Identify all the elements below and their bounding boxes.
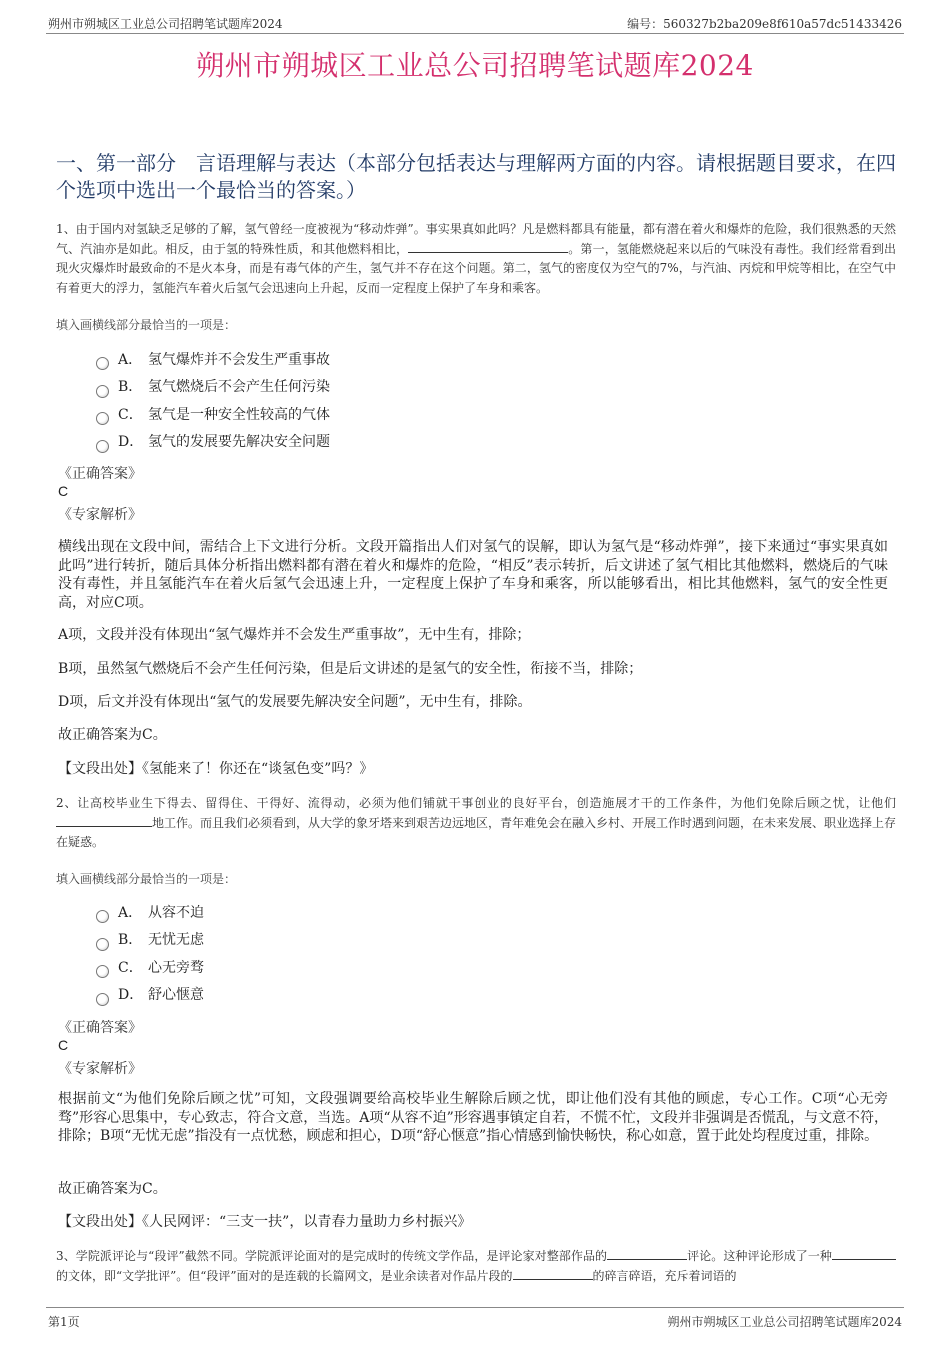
- question-2-prompt: 填入画横线部分最恰当的一项是：: [56, 872, 237, 886]
- analysis-paragraph: A项，文段并没有体现出“氢气爆炸并不会发生严重事故”，无中生有，排除；: [58, 627, 531, 643]
- option-d[interactable]: D． 氢气的发展要先解决安全问题: [96, 429, 330, 457]
- option-text: 氢气燃烧后不会产生任何污染: [148, 379, 330, 396]
- radio-icon[interactable]: [96, 385, 109, 398]
- header-doc-title: 朔州市朔城区工业总公司招聘笔试题库2024: [48, 17, 283, 31]
- section-heading: 一、第一部分 言语理解与表达（本部分包括表达与理解两方面的内容。请根据题目要求，在四个选项中选出一个最恰当的答案。）: [56, 151, 896, 202]
- option-a[interactable]: A． 氢气爆炸并不会发生严重事故: [96, 346, 330, 374]
- question-1-prompt: 填入画横线部分最恰当的一项是：: [56, 318, 237, 332]
- option-text: 心无旁骛: [148, 959, 204, 976]
- analysis-paragraph: 横线出现在文段中间，需结合上下文进行分析。文段开篇指出人们对氢气的误解，即认为氢气是“移动炸弹”，接下来通过“事实果真如此吗”进行转折，随后具体分析指出燃料都有潜在着火和爆炸的危险，“相反”表示转折，后文讲述了氢气相比其他燃料，燃烧后的气味没有毒性，并且氢能汽车在着火后氢气会迅速上升，一定程度上保护了车身和乘客，所以能够看出，相比其他燃料，氢气的安全性更高，对应C项。: [58, 539, 888, 611]
- correct-answer-label: 《正确答案》: [58, 466, 142, 482]
- radio-icon[interactable]: [96, 938, 109, 951]
- option-d[interactable]: D． 舒心惬意: [96, 982, 204, 1010]
- radio-icon[interactable]: [96, 412, 109, 425]
- footer-doc-title: 朔州市朔城区工业总公司招聘笔试题库2024: [667, 1315, 902, 1329]
- question-1-stem: [56, 220, 896, 298]
- option-a[interactable]: A． 从容不迫: [96, 899, 204, 927]
- question-2-text-b: 地工作。而且我们必须看到，从大学的象牙塔来到艰苦边远地区，青年难免会在融入乡村、开展工作时遇到问题，在未来发展、职业选择上存在疑惑。: [56, 815, 897, 849]
- radio-icon[interactable]: [96, 357, 109, 370]
- option-text: 无忧无虑: [148, 932, 204, 949]
- analysis-paragraph: 故正确答案为C。: [58, 1181, 167, 1197]
- question-3-text-a: 3、学院派评论与“段评”截然不同。学院派评论面对的是完成时的传统文学作品，是评论家对整部作品的: [56, 1249, 608, 1263]
- footer-page-number: 第1页: [48, 1315, 80, 1329]
- correct-answer-value: C: [58, 483, 69, 499]
- analysis-paragraph: 故正确答案为C。: [58, 727, 167, 743]
- option-text: 氢气是一种安全性较高的气体: [148, 406, 330, 423]
- question-3-blank: [513, 1267, 593, 1280]
- question-1-text-a: 1、由于国内对氢缺乏足够的了解，氢气曾经一度被视为“移动炸弹”。事实果真如此吗？凡是燃料都具有能量，都有潜在着火和爆炸的危险，我们很熟悉的天然气、汽油亦是如此。相反，由于氢的特殊性质，和其他燃料相比，: [56, 222, 896, 256]
- question-1-text-b: 。第一，氢能燃烧起来以后的气味没有毒性。我们经常看到出现火灾爆炸时最致命的不是火本身，而是有毒气体的产生，氢气并不存在这个问题。第二，氢气的密度仅为空气的7%，与汽油、丙烷和甲烷等相比，在空气中有着更大的浮力，氢能汽车着火后氢气会迅速向上升起，反而一定程度上保护了车身和乘客。: [56, 241, 896, 295]
- option-text: 氢气的发展要先解决安全问题: [148, 434, 330, 451]
- analysis-paragraph: D项，后文并没有体现出“氢气的发展要先解决安全问题”，无中生有，排除。: [58, 694, 532, 710]
- page-header: [46, 13, 904, 34]
- question-3-text-c: 的文体，即“文学批评”。但“段评”面对的是连载的长篇网文，是业余读者对作品片段的: [56, 1268, 513, 1283]
- expert-analysis-label: 《专家解析》: [58, 507, 142, 523]
- option-c[interactable]: C． 氢气是一种安全性较高的气体: [96, 401, 330, 429]
- question-3-text-b: 评论。这种评论形成了一种: [687, 1249, 832, 1263]
- question-3-blank: [832, 1247, 896, 1260]
- radio-icon[interactable]: [96, 910, 109, 923]
- correct-answer-label: 《正确答案》: [58, 1020, 142, 1036]
- option-b[interactable]: B． 氢气燃烧后不会产生任何污染: [96, 374, 330, 402]
- question-2-text-a: 2、让高校毕业生下得去、留得住、干得好、流得动，必须为他们铺就干事创业的良好平台，创造施展才干的工作条件，为他们免除后顾之忧，让他们: [56, 796, 896, 810]
- question-2-stem: [56, 794, 896, 853]
- source-citation: 【文段出处】《氢能来了！你还在“谈氢色变”吗？》: [58, 761, 374, 777]
- option-text: 从容不迫: [148, 904, 204, 921]
- question-1-options: [96, 346, 330, 456]
- radio-icon[interactable]: [96, 965, 109, 978]
- header-doc-number: 编号：560327b2ba209e8f610a57dc51433426: [627, 17, 902, 31]
- question-2-options: [96, 899, 204, 1009]
- option-text: 舒心惬意: [148, 987, 204, 1004]
- option-b[interactable]: B． 无忧无虑: [96, 927, 204, 955]
- analysis-paragraph: B项，虽然氢气燃烧后不会产生任何污染，但是后文讲述的是氢气的安全性，衔接不当，排除；: [58, 661, 643, 677]
- radio-icon[interactable]: [96, 440, 109, 453]
- question-3-stem: [56, 1247, 896, 1287]
- expert-analysis-label: 《专家解析》: [58, 1061, 142, 1077]
- correct-answer-value: C: [58, 1037, 69, 1053]
- question-1-blank: [408, 240, 568, 253]
- option-c[interactable]: C． 心无旁骛: [96, 954, 204, 982]
- radio-icon[interactable]: [96, 993, 109, 1006]
- question-2-blank: [56, 814, 152, 827]
- analysis-paragraph: 根据前文“为他们免除后顾之忧”可知，文段强调要给高校毕业生解除后顾之忧，即让他们没有其他的顾虑，专心工作。C项“心无旁骛”形容心思集中，专心致志，符合文意，当选。A项“从容不迫”形容遇事镇定自若，不慌不忙，文段并非强调是否慌乱，与文意不符，排除；B项“无忧无虑”指没有一点忧愁，顾虑和担心，D项“舒心惬意”指心情感到愉快畅快，称心如意，置于此处均程度过重，排除。: [58, 1091, 888, 1145]
- question-3-text-d: 的碎言碎语，充斥着词语的: [592, 1268, 737, 1283]
- page-title: 朔州市朔城区工业总公司招聘笔试题库2024: [196, 49, 754, 82]
- question-3-blank: [607, 1247, 687, 1260]
- page-footer: [46, 1307, 904, 1332]
- source-citation: 【文段出处】《人民网评：“三支一扶”，以青春力量助力乡村振兴》: [58, 1214, 472, 1230]
- option-text: 氢气爆炸并不会发生严重事故: [148, 351, 330, 368]
